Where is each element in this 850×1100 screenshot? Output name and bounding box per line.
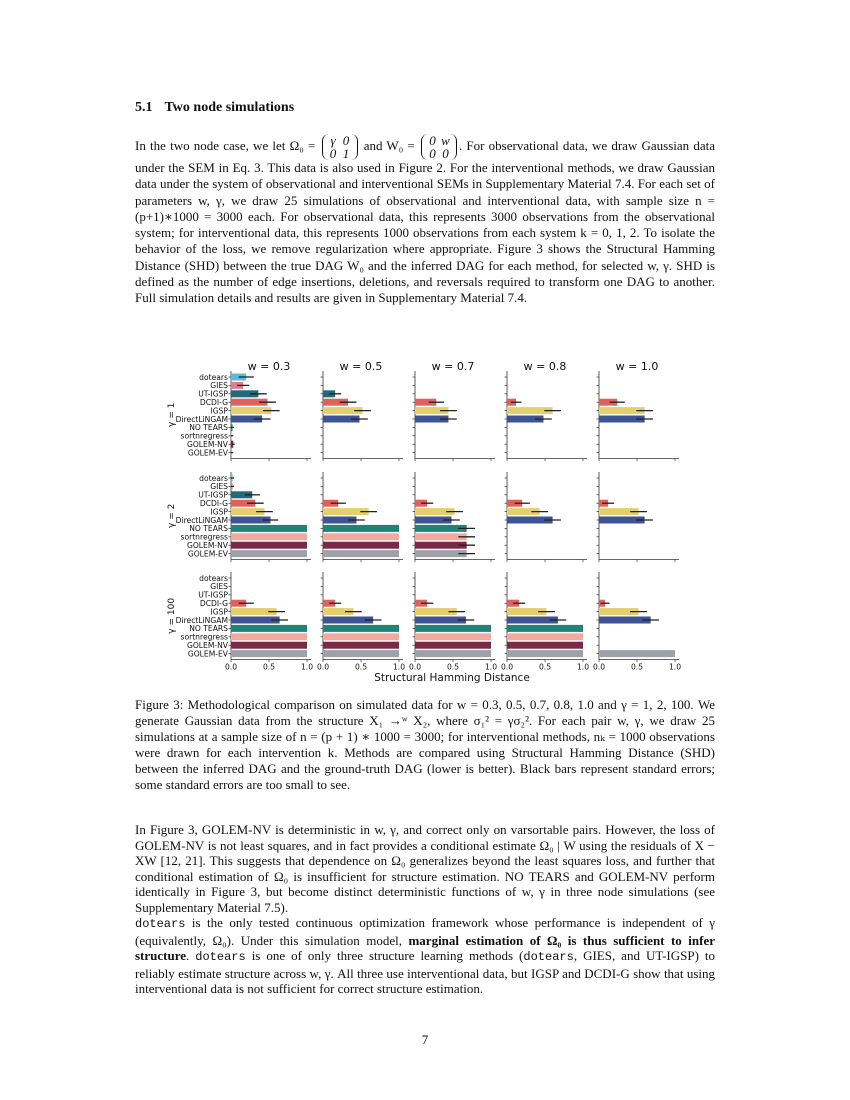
paragraph-dotears bbox=[135, 915, 715, 997]
method-label: DirectLiNGAM bbox=[175, 414, 228, 424]
bar-golem-nv bbox=[231, 542, 307, 549]
bar-golem-nv bbox=[323, 642, 399, 649]
panel-title: w = 1.0 bbox=[615, 360, 659, 373]
method-label: UT-IGSP bbox=[198, 590, 228, 600]
bar-golem-ev bbox=[323, 550, 399, 557]
method-label: GOLEM-EV bbox=[187, 448, 228, 458]
bar-no-tears bbox=[415, 625, 491, 632]
bar-sortnregress bbox=[231, 533, 307, 540]
bar-no-tears bbox=[231, 525, 307, 532]
method-label: dotears bbox=[199, 573, 228, 583]
page-number: 7 bbox=[421, 1032, 429, 1047]
x-tick-label: 1.0 bbox=[392, 662, 406, 672]
method-label: GOLEM-NV bbox=[186, 641, 228, 650]
method-label: GOLEM-EV bbox=[187, 549, 228, 559]
method-label: NO TEARS bbox=[189, 524, 228, 534]
x-tick-label: 1.0 bbox=[576, 662, 590, 672]
paragraph-intro bbox=[135, 134, 715, 307]
matrix-cell: 0 bbox=[329, 146, 337, 161]
bar-no-tears bbox=[323, 625, 399, 632]
figure-caption: Figure 3: Methodological comparison on simulated data for w = 0.3, 0.5, 0.7, 0.8, 1.0 and γ = 1, 2, 100. We generate Gaussian data from the structure X₁ →ʷ X₂, where σ₁² = γσ₂². For each pair w, γ, we draw 25 simulations at a sample size of n = (p + 1) ∗ 1000 = 3000; for interventional methods, nₖ = 1000 observations were drawn for each intervention k. Methods are compared using Structural Hamming Distance (SHD) between the inferred DAG and the ground-truth DAG (lower is better). Black bars represent standard errors; some standard errors are too small to see. bbox=[135, 697, 715, 792]
bar-golem-nv bbox=[507, 642, 583, 649]
panel-title: w = 0.8 bbox=[523, 360, 567, 373]
x-tick-label: 1.0 bbox=[484, 662, 498, 672]
bar-golem-nv bbox=[231, 642, 307, 649]
method-label: GIES bbox=[210, 482, 228, 492]
x-tick-label: 0.0 bbox=[224, 662, 238, 672]
section-heading bbox=[135, 100, 306, 116]
row-label: γ = 100 bbox=[167, 597, 177, 634]
bar-golem-ev bbox=[323, 650, 399, 657]
method-label: DirectLiNGAM bbox=[175, 515, 228, 525]
method-label: dotears bbox=[199, 473, 228, 483]
method-label: DCDI-G bbox=[199, 599, 228, 608]
matrix-cell: 0 bbox=[429, 146, 436, 161]
bar-golem-ev bbox=[231, 650, 307, 657]
section-number: 5.1 bbox=[135, 100, 153, 115]
x-axis-label: Structural Hamming Distance bbox=[374, 672, 530, 684]
text: and W₀ = bbox=[359, 137, 419, 153]
method-label: DCDI-G bbox=[199, 499, 228, 508]
bar-sortnregress bbox=[507, 633, 583, 640]
code-text: dotears bbox=[523, 950, 574, 965]
matrix-cell: w bbox=[441, 133, 450, 148]
matrix-cell: 0 bbox=[342, 133, 350, 148]
method-label: UT-IGSP bbox=[198, 389, 228, 399]
text: . bbox=[186, 948, 196, 964]
bar-sortnregress bbox=[415, 633, 491, 640]
bar-golem-ev bbox=[599, 650, 675, 657]
bar-sortnregress bbox=[231, 633, 307, 640]
x-tick-label: 0.5 bbox=[538, 662, 552, 672]
bar-sortnregress bbox=[323, 633, 399, 640]
bar-no-tears bbox=[323, 525, 399, 532]
method-label: dotears bbox=[199, 372, 228, 382]
code-text: dotears bbox=[135, 917, 186, 931]
figure-3-chart bbox=[160, 355, 705, 685]
method-label: GIES bbox=[210, 582, 228, 592]
x-tick-label: 0.5 bbox=[262, 662, 276, 672]
method-label: sortnregress bbox=[180, 632, 228, 642]
x-tick-label: 0.0 bbox=[316, 662, 330, 672]
x-tick-label: 0.5 bbox=[446, 662, 460, 672]
section-title: Two node simulations bbox=[164, 100, 295, 115]
bar-golem-ev bbox=[507, 650, 583, 657]
method-label: IGSP bbox=[210, 406, 228, 416]
panel-title: w = 0.3 bbox=[247, 360, 291, 373]
matrix-cell: 1 bbox=[342, 146, 350, 161]
x-tick-label: 1.0 bbox=[668, 662, 682, 672]
text: In the two node case, we let Ω₀ = bbox=[135, 137, 320, 153]
x-tick-label: 0.0 bbox=[592, 662, 606, 672]
panel-title: w = 0.5 bbox=[339, 360, 383, 373]
method-label: GOLEM-EV bbox=[187, 649, 228, 659]
method-label: sortnregress bbox=[180, 431, 228, 441]
x-tick-label: 0.0 bbox=[408, 662, 422, 672]
method-label: GOLEM-NV bbox=[186, 541, 228, 550]
code-text: dotears bbox=[195, 950, 246, 965]
method-label: NO TEARS bbox=[189, 423, 228, 433]
panel-title: w = 0.7 bbox=[431, 360, 475, 373]
row-label: γ = 1 bbox=[167, 402, 177, 427]
matrix-cell: 0 bbox=[429, 133, 436, 148]
text: is one of only three structure learning methods ( bbox=[245, 948, 524, 964]
x-tick-label: 1.0 bbox=[300, 662, 314, 672]
w0-matrix bbox=[421, 134, 457, 160]
text: is the only tested continuous optimization framework whose performance is independent of γ (equivalently, Ω₀). Under this simulation model, bbox=[135, 915, 715, 948]
method-label: sortnregress bbox=[180, 532, 228, 542]
omega-matrix bbox=[322, 134, 358, 160]
method-label: IGSP bbox=[210, 507, 228, 517]
bar-sortnregress bbox=[323, 533, 399, 540]
x-tick-label: 0.5 bbox=[354, 662, 368, 672]
method-label: DCDI-G bbox=[199, 398, 228, 407]
x-tick-label: 0.5 bbox=[630, 662, 644, 672]
bar-golem-nv bbox=[323, 542, 399, 549]
bar-no-tears bbox=[507, 625, 583, 632]
method-label: GIES bbox=[210, 381, 228, 391]
method-label: UT-IGSP bbox=[198, 490, 228, 500]
bar-no-tears bbox=[231, 625, 307, 632]
method-label: NO TEARS bbox=[189, 624, 228, 634]
bar-golem-ev bbox=[231, 550, 307, 557]
matrix-cell: 0 bbox=[442, 146, 449, 161]
text: . For observational data, we draw Gaussian data under the SEM in Eq. 3. This data is also used in Figure 2. For the interventional methods, we draw Gaussian data under the system of observational and interventional SEMs in Supplementary Material 7.4. For each set of parameters w, γ, we draw 25 simulations of observational and interventional data, with sample size n = (p+1)∗1000 = 3000 each. For observational data, this represents 3000 observations from the observational system; for interventional data, this represents 1000 observations from each system k = 0, 1, 2. To isolate the behavior of the loss, we remove regularization where appropriate. Figure 3 shows the Structural Hamming Distance (SHD) between the true DAG W₀ and the inferred DAG for each method, for selected w, γ. SHD is defined as the number of edge insertions, deletions, and reversals required to transform one DAG to another. Full simulation details and results are given in Supplementary Material 7.4. bbox=[135, 137, 716, 306]
text: , GIES, and UT-IGSP) to reliably estimate structure across w, γ. All three use interventional data, but IGSP and DCDI-G show that using interventional data is not sufficient for correct structure estimation. bbox=[135, 948, 716, 997]
bar-golem-ev bbox=[415, 650, 491, 657]
method-label: GOLEM-NV bbox=[186, 440, 228, 449]
method-label: IGSP bbox=[210, 607, 228, 617]
bold-text: marginal estimation of Ω₀ is thus sufficient to infer structure bbox=[135, 932, 715, 964]
x-tick-label: 0.0 bbox=[500, 662, 514, 672]
method-label: DirectLiNGAM bbox=[175, 615, 228, 625]
row-label: γ = 2 bbox=[167, 503, 177, 528]
paragraph-golem: In Figure 3, GOLEM-NV is deterministic in w, γ, and correct only on varsortable pairs. However, the loss of GOLEM-NV is not least squares, and in fact provides a conditional estimate Ω₀ | W using the residuals of X − XW [12, 21]. This suggests that dependence on Ω₀ generalizes beyond the least squares loss, and further that conditional estimation of Ω₀ is insufficient for structure estimation. NO TEARS and GOLEM-NV perform identically in Figure 3, but become distinct deterministic functions of w, γ in three node simulations (see Supplementary Material 7.5). bbox=[135, 822, 715, 915]
bar-golem-nv bbox=[415, 642, 491, 649]
matrix-cell: γ bbox=[330, 133, 336, 148]
